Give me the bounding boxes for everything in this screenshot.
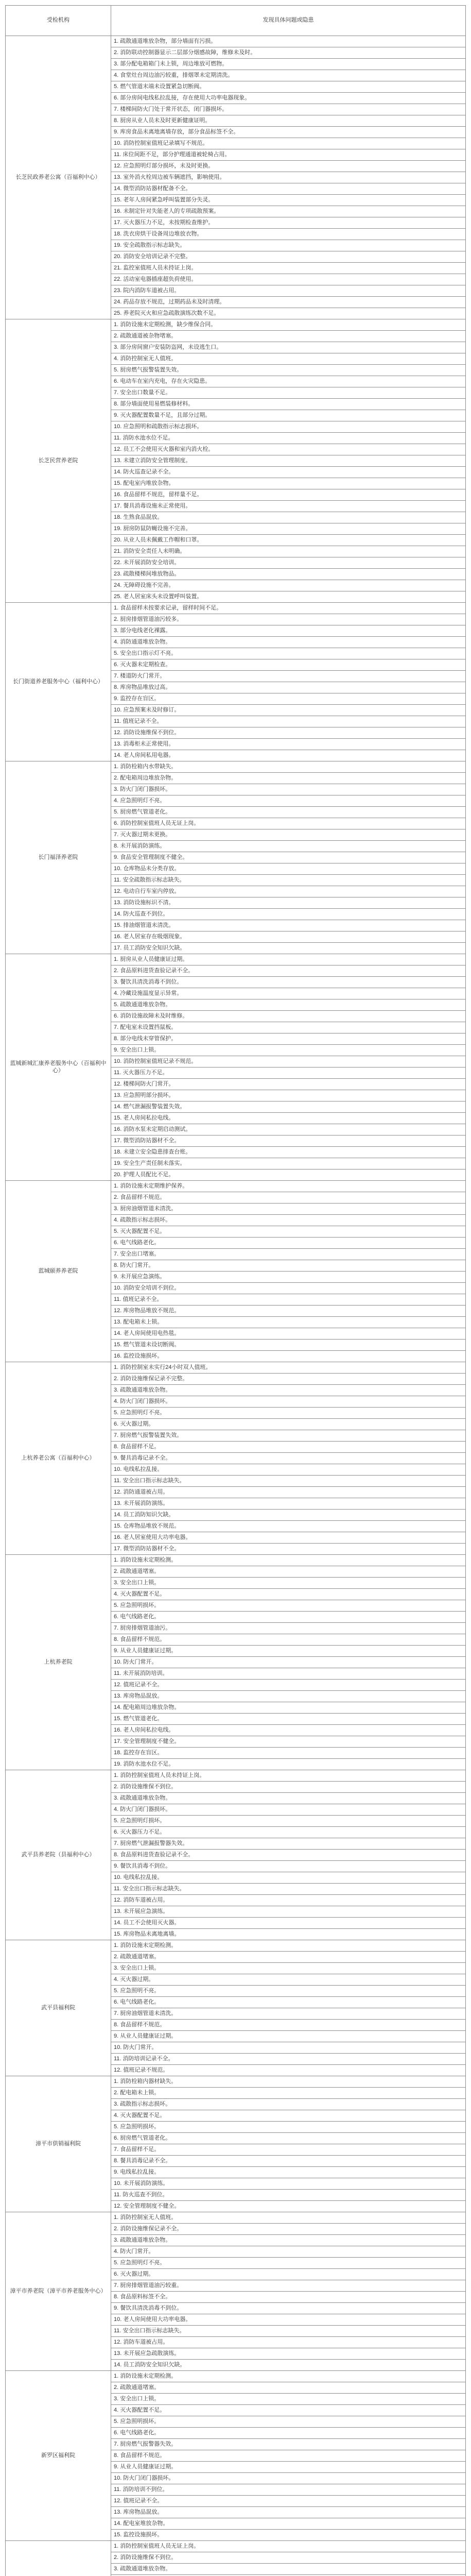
issue-item: 5. 应急照明灯不亮。 <box>111 2258 466 2269</box>
issue-item: 12. 消防车道被占用。 <box>111 2337 466 2348</box>
issue-item: 24. 药品存放不规范，过期药品未及时清理。 <box>111 297 466 308</box>
table-row <box>6 2371 466 2382</box>
issue-item: 12. 楼梯间防火门常开。 <box>111 1079 466 1090</box>
issue-item: 2. 配电箱周边堆放杂物。 <box>111 773 466 784</box>
issue-item: 4. 灭火器配置不足。 <box>111 1589 466 1600</box>
issue-item: 9. 灭火器配置数量不足，且部分过期。 <box>111 410 466 421</box>
issue-item: 18. 监控存在盲区。 <box>111 1748 466 1759</box>
issue-item: 7. 楼梯间防火门处于常开状态，闭门器损坏。 <box>111 104 466 115</box>
issue-item: 9. 从业人员健康证过期。 <box>111 1646 466 1657</box>
issue-item: 13. 未开展应急演练。 <box>111 1906 466 1918</box>
issue-item: 15. 仓库物品堆放不规范。 <box>111 1521 466 1532</box>
issue-item: 23. 疏散楼梯间堆放物品。 <box>111 569 466 580</box>
issue-item: 12. 电动自行车室内停放。 <box>111 886 466 897</box>
issue-item: 17. 员工消防安全知识欠缺。 <box>111 943 466 954</box>
inspected-unit-name: 武平县养老院（县福利中心） <box>6 1770 111 1940</box>
issue-item: 7. 厨房油烟管道未清洗。 <box>111 2008 466 2020</box>
issue-item: 9. 电线私拉乱接。 <box>111 2167 466 2178</box>
issue-item: 18. 洗衣房烘干设备周边堆放衣物。 <box>111 229 466 240</box>
issue-item: 15. 燃气管道未设切断阀。 <box>111 1340 466 1351</box>
issue-item: 8. 库房物品堆放过高。 <box>111 682 466 693</box>
issue-item: 19. 消防水池水位不足。 <box>111 1759 466 1770</box>
issue-item: 2. 消防联动控制器显示二层部分烟感故障，维修未及时。 <box>111 47 466 59</box>
issue-item: 4. 灭火器配置不足。 <box>111 2110 466 2122</box>
issue-item: 6. 电气线路老化。 <box>111 1238 466 1249</box>
issue-item: 7. 食品留样不足。 <box>111 2144 466 2156</box>
issue-item: 22. 活动室电器插座超负荷使用。 <box>111 274 466 285</box>
issue-item: 1. 消防设施未定期检测。 <box>111 2371 466 2382</box>
issue-item: 5. 灭火器配置不足。 <box>111 1226 466 1238</box>
issue-item: 2. 疏散通道堵塞。 <box>111 1566 466 1578</box>
issue-item: 12. 值班记录不全。 <box>111 2496 466 2507</box>
issue-item: 7. 灭火器过期未更换。 <box>111 829 466 841</box>
issue-item: 13. 未开展应急疏散演练。 <box>111 2348 466 2360</box>
issue-item: 9. 餐具消毒记录不全。 <box>111 1453 466 1464</box>
table-row <box>6 1770 466 1782</box>
issue-item: 13. 库房物品混放。 <box>111 2507 466 2518</box>
issue-item: 7. 配电室未设置挡鼠板。 <box>111 1022 466 1033</box>
issue-item: 10. 电线私拉乱接。 <box>111 1872 466 1884</box>
issue-item: 13. 消防设施标识不清。 <box>111 897 466 909</box>
issue-item: 17. 微型消防站器材不全。 <box>111 1136 466 1147</box>
issue-item: 8. 食品原料标签不全。 <box>111 2292 466 2303</box>
issue-item: 11. 床位间距不足，部分护理通道被轮椅占用。 <box>111 149 466 161</box>
issue-item: 10. 电线私拉乱接。 <box>111 1464 466 1476</box>
issue-item: 16. 监控设施损坏。 <box>111 1351 466 1362</box>
issue-item: 7. 厨房燃气报警器失效。 <box>111 2439 466 2450</box>
issue-item: 4. 灭火器过期。 <box>111 1974 466 1986</box>
issue-item: 6. 消防控制室值班人员无证上岗。 <box>111 818 466 829</box>
issue-item: 2. 消防设施维保不到位。 <box>111 1782 466 1793</box>
issue-item: 11. 安全出口指示标志缺失。 <box>111 1884 466 1895</box>
issue-item: 11. 消防水池水位不足。 <box>111 433 466 444</box>
issue-item: 16. 食品留样不规范，留样量不足。 <box>111 489 466 501</box>
table-row <box>6 2076 466 2088</box>
inspection-table <box>5 5 466 2576</box>
inspected-unit-name: 长门街道养老服务中心（福利中心） <box>6 603 111 761</box>
issue-item: 5. 应急照明灯不亮。 <box>111 1408 466 1419</box>
issue-item: 3. 部分配电箱箱门未上锁，周边堆放可燃物。 <box>111 59 466 70</box>
issue-item: 12. 库房物品堆放不规范。 <box>111 1306 466 1317</box>
issue-item: 18. 未建立安全隐患排查台账。 <box>111 1147 466 1158</box>
inspected-unit-name: 长芝民营养老院 <box>6 319 111 603</box>
issue-item: 14. 老人房间使用电热毯。 <box>111 1328 466 1340</box>
issue-item: 4. 消防控制室无人值班。 <box>111 353 466 365</box>
issue-item: 17. 微型消防站器材不全。 <box>111 1544 466 1555</box>
table-body <box>6 36 466 2576</box>
table-row <box>6 761 466 773</box>
issue-item: 4. 防火门闭门器损坏。 <box>111 1804 466 1816</box>
issue-item: 3. 餐饮具清洗消毒不到位。 <box>111 977 466 988</box>
issue-item: 20. 消防安全培训记录不完整。 <box>111 251 466 263</box>
table-row <box>6 2541 466 2552</box>
issue-item: 15. 库房物品未离地离墙。 <box>111 1929 466 1940</box>
issue-item: 8. 餐具消毒记录不全。 <box>111 2156 466 2167</box>
header-issues: 发现具体问题或隐患 <box>111 6 466 36</box>
issue-item: 20. 从业人员未佩戴工作帽和口罩。 <box>111 535 466 546</box>
issue-item: 9. 从业人员健康证过期。 <box>111 2462 466 2473</box>
issue-item: 19. 安全疏散指示标志缺失。 <box>111 240 466 251</box>
table-row <box>6 2212 466 2224</box>
issue-item: 3. 部分房间窗户安装防盗网，未设逃生口。 <box>111 342 466 353</box>
issue-item: 1. 消防设施未定期维护保养。 <box>111 1181 466 1192</box>
issue-item: 12. 员工不会使用灭火器和室内消火栓。 <box>111 444 466 455</box>
issue-item: 11. 消防培训不到位。 <box>111 2484 466 2496</box>
issue-item: 4. 防火门常开。 <box>111 2246 466 2258</box>
issue-item: 11. 灭火器压力不足。 <box>111 1067 466 1079</box>
issue-item: 2. 食品留样不规范。 <box>111 1192 466 1204</box>
issue-item: 1. 消防栓箱内水带缺失。 <box>111 761 466 773</box>
issue-item: 11. 安全出口指示标志缺失。 <box>111 2326 466 2337</box>
inspected-unit-name: 蓝城新城汇康养老服务中心（百福利中心） <box>6 954 111 1181</box>
issue-item: 2. 配电箱未上锁。 <box>111 2088 466 2099</box>
issue-item: 17. 安全管理制度不健全。 <box>111 1736 466 1748</box>
issue-item: 7. 楼道防火门常开。 <box>111 671 466 682</box>
issue-item: 11. 未开展消防培训。 <box>111 1668 466 1680</box>
issue-item: 5. 厨房燃气管道老化。 <box>111 807 466 818</box>
issue-item: 14. 防火巡查记录不全。 <box>111 467 466 478</box>
issue-item: 2. 食品原料进货查验记录不全。 <box>111 965 466 977</box>
issue-item: 4. 消防通道堆放杂物。 <box>111 637 466 648</box>
issue-item: 10. 消防安全培训不到位。 <box>111 1283 466 1294</box>
issue-item: 9. 安全出口上锁。 <box>111 1045 466 1056</box>
table-row <box>6 1181 466 1192</box>
issue-item: 15. 排油烟管道未清洗。 <box>111 920 466 931</box>
issue-item: 6. 电气线路老化。 <box>111 2428 466 2439</box>
issue-item: 7. 安全出口数量不足。 <box>111 387 466 399</box>
issue-item: 16. 消防水泵未定期启动测试。 <box>111 1124 466 1136</box>
issue-item: 15. 燃气管道老化。 <box>111 1714 466 1725</box>
issue-item: 13. 消毒柜未正常使用。 <box>111 739 466 750</box>
issue-item: 20. 护理人员配比不足。 <box>111 1170 466 1181</box>
issue-item: 22. 未开展消防安全培训。 <box>111 557 466 569</box>
issue-item: 16. 老人房间私拉电线。 <box>111 1725 466 1736</box>
issue-item: 2. 消防设施维保记录不全。 <box>111 2224 466 2235</box>
issue-item: 13. 未开展消防演练。 <box>111 1498 466 1510</box>
issue-item: 21. 监控室值班人员未持证上岗。 <box>111 263 466 274</box>
issue-item: 9. 库房食品未离地离墙存放，部分食品标签不全。 <box>111 127 466 138</box>
issue-item: 1. 消防设施未定期检测，缺少维保合同。 <box>111 319 466 331</box>
issue-item: 5. 应急照明不亮。 <box>111 1986 466 1997</box>
issue-item: 4. 应急照明灯不亮。 <box>111 795 466 807</box>
issue-item: 12. 消防设施维保不到位。 <box>111 727 466 739</box>
issue-item: 16. 老人居室存在吸烟现象。 <box>111 931 466 943</box>
issue-item: 6. 电动车在室内充电，存在火灾隐患。 <box>111 376 466 387</box>
inspected-unit-name: 新罗区福利院 <box>6 2371 111 2541</box>
issue-item: 3. 疏散通道堆放杂物。 <box>111 1385 466 1396</box>
issue-item: 15. 配电室内堆放杂物。 <box>111 478 466 489</box>
issue-item: 4. 疏散指示标志损坏。 <box>111 1215 466 1226</box>
issue-item: 5. 应急照明损坏。 <box>111 2416 466 2428</box>
issue-item: 16. 未制定针对失能老人的专项疏散预案。 <box>111 206 466 217</box>
issue-item: 5. 安全出口指示灯不亮。 <box>111 648 466 659</box>
issue-item: 2. 疏散通道堵塞。 <box>111 2382 466 2394</box>
issue-item: 8. 部分墙面使用易燃装修材料。 <box>111 399 466 410</box>
issue-item: 1. 消防控制室值班人员无证上岗。 <box>111 2541 466 2552</box>
table-row <box>6 36 466 47</box>
issue-item: 11. 值班记录不全。 <box>111 716 466 727</box>
issue-item: 10. 防火门常开。 <box>111 2042 466 2054</box>
issue-item: 13. 室外消火栓周边被车辆遮挡，影响使用。 <box>111 172 466 183</box>
issue-item: 11. 防火巡查不到位。 <box>111 2190 466 2201</box>
issue-item: 10. 仓库物品未分类存放。 <box>111 863 466 875</box>
issue-item: 5. 燃气管道末端未设置紧急切断阀。 <box>111 81 466 93</box>
issue-item: 6. 部分房间电线私拉乱接，存在使用大功率电器现象。 <box>111 93 466 104</box>
issue-item: 16. 老人居室使用大功率电器。 <box>111 1532 466 1544</box>
issue-item: 3. 厨房油烟管道未清洗。 <box>111 1204 466 1215</box>
issue-item: 3. 疏散通道堆放杂物。 <box>111 1793 466 1804</box>
issue-item: 3. 疏散通道堆放杂物。 <box>111 2564 466 2575</box>
header-unit: 受检机构 <box>6 6 111 36</box>
issue-item: 9. 从业人员健康证过期。 <box>111 2031 466 2042</box>
issue-item: 10. 应急照明和疏散指示标志损坏。 <box>111 421 466 433</box>
issue-item: 8. 防火门常开。 <box>111 1260 466 1272</box>
issue-item: 8. 未开展消防演练。 <box>111 841 466 852</box>
table-row <box>6 1940 466 1952</box>
issue-item: 25. 养老院灭火和应急疏散演练次数不足。 <box>111 308 466 319</box>
issue-item: 23. 院内消防车道被占用。 <box>111 285 466 297</box>
issue-item: 10. 应急预案未及时修订。 <box>111 705 466 716</box>
issue-item: 9. 餐饮具消毒不到位。 <box>111 1861 466 1872</box>
issue-item: 5. 应急照明灯损坏。 <box>111 1816 466 1827</box>
table-row <box>6 954 466 965</box>
table-row <box>6 1555 466 1566</box>
table-row <box>6 319 466 331</box>
issue-item: 14. 员工消防知识欠缺。 <box>111 1510 466 1521</box>
issue-item: 3. 防火门闭门器损坏。 <box>111 784 466 795</box>
issue-item: 1. 疏散通道堆放杂物，部分墙面有污损。 <box>111 36 466 47</box>
issue-item: 14. 员工消防安全知识欠缺。 <box>111 2360 466 2371</box>
issue-item: 1. 食品留样未按要求记录，留样时间不足。 <box>111 603 466 614</box>
issue-item: 1. 消防控制室无人值班。 <box>111 2212 466 2224</box>
issue-item: 3. 安全出口上锁。 <box>111 1963 466 1974</box>
issue-item: 6. 消防设施故障未及时维修。 <box>111 1011 466 1022</box>
issue-item: 15. 老年人房间紧急呼叫装置部分失灵。 <box>111 195 466 206</box>
issue-item: 14. 微型消防站器材配备不全。 <box>111 183 466 195</box>
issue-item: 6. 灭火器过期。 <box>111 1419 466 1430</box>
issue-item: 14. 老人房间私用电器。 <box>111 750 466 761</box>
issue-item: 14. 配电箱周边堆放杂物。 <box>111 1702 466 1714</box>
issue-item: 10. 消防控制室值班记录填写不规范。 <box>111 138 466 149</box>
issue-item: 12. 应急照明灯部分损坏，未及时更换。 <box>111 161 466 172</box>
table-header-row <box>6 6 466 36</box>
issue-item: 18. 生熟食品混放。 <box>111 512 466 523</box>
issue-item: 4. 灭火器配置不足。 <box>111 2405 466 2416</box>
issue-item: 6. 电气线路老化。 <box>111 1612 466 1623</box>
issue-item: 3. 安全出口上锁。 <box>111 2394 466 2405</box>
inspected-unit-name: 上杭养老院 <box>6 1555 111 1770</box>
issue-item: 7. 厨房排烟管道油污较重。 <box>111 2280 466 2292</box>
inspection-sheet <box>5 5 466 2576</box>
issue-item: 13. 未建立消防安全管理制度。 <box>111 455 466 467</box>
issue-item: 15. 老人房间私拉电线。 <box>111 1113 466 1124</box>
issue-item: 5. 应急照明损坏。 <box>111 2122 466 2133</box>
issue-item: 2. 消防设施维保不到位。 <box>111 2552 466 2564</box>
issue-item: 8. 食品留样不规范。 <box>111 2450 466 2462</box>
issue-item: 6. 灭火器过期。 <box>111 2269 466 2280</box>
issue-item: 14. 燃气泄漏报警装置失效。 <box>111 1101 466 1113</box>
issue-item: 9. 监控存在盲区。 <box>111 693 466 705</box>
issue-item: 13. 库房物品混放。 <box>111 1691 466 1702</box>
inspected-unit-name: 漳平市养老院（漳平市养老服务中心） <box>6 2212 111 2371</box>
issue-item: 12. 安全管理制度不健全。 <box>111 2201 466 2212</box>
issue-item: 25. 老人居室床头未设置呼叫装置。 <box>111 591 466 603</box>
issue-item: 6. 灭火器未定期检查。 <box>111 659 466 671</box>
issue-item: 24. 无障碍设施不完善。 <box>111 580 466 591</box>
issue-item: 8. 厨房从业人员未及时更新健康证明。 <box>111 115 466 127</box>
issue-item: 10. 防火门闭门器损坏。 <box>111 2473 466 2484</box>
issue-item: 10. 老人房间使用大功率电器。 <box>111 2314 466 2326</box>
issue-item: 2. 厨房排烟管道油污较多。 <box>111 614 466 625</box>
issue-item: 2. 消防设施维保记录不完整。 <box>111 1374 466 1385</box>
issue-item: 9. 餐饮具清洗消毒不到位。 <box>111 2303 466 2314</box>
issue-item: 4. 食堂灶台周边油污较重，排烟罩未定期清洗。 <box>111 70 466 81</box>
issue-item: 6. 灭火器压力不足。 <box>111 1827 466 1838</box>
issue-item: 5. 应急照明损坏。 <box>111 1600 466 1612</box>
issue-item: 4. 防火门闭门器损坏。 <box>111 1396 466 1408</box>
issue-item: 21. 消防安全责任人未明确。 <box>111 546 466 557</box>
issue-item: 2. 疏散通道被杂物堵塞。 <box>111 331 466 342</box>
issue-item: 7. 厨房燃气泄漏报警器失效。 <box>111 1838 466 1850</box>
issue-item: 12. 值班记录不全。 <box>111 1680 466 1691</box>
issue-item: 17. 餐具消毒设施未正常使用。 <box>111 501 466 512</box>
inspected-unit-name: 漳平市供销福利院 <box>6 2076 111 2212</box>
inspected-unit-name: 长门福泽养老院 <box>6 761 111 954</box>
issue-item: 17. 灭火器压力不足，未按期检查维护。 <box>111 217 466 229</box>
issue-item: 8. 食品留样不足。 <box>111 1442 466 1453</box>
issue-item: 9. 食品安全管理制度不健全。 <box>111 852 466 863</box>
issue-item: 14. 配电室堆放杂物。 <box>111 2518 466 2530</box>
inspected-unit-name: 武平县福利院 <box>6 1940 111 2076</box>
inspected-unit-name <box>6 2541 111 2576</box>
issue-item: 1. 消防设施未定期检测。 <box>111 1555 466 1566</box>
issue-item: 11. 安全疏散指示标志缺失。 <box>111 875 466 886</box>
issue-item: 6. 电气线路老化。 <box>111 1997 466 2008</box>
table-row <box>6 603 466 614</box>
issue-item: 1. 消防设施未定期检测。 <box>111 1940 466 1952</box>
issue-item: 3. 安全出口上锁。 <box>111 1578 466 1589</box>
issue-item: 12. 消防通道被占用。 <box>111 1487 466 1498</box>
issue-item: 11. 消防培训记录不全。 <box>111 2054 466 2065</box>
issue-item: 2. 疏散通道堵塞。 <box>111 1952 466 1963</box>
issue-item: 12. 消防车道被占用。 <box>111 1895 466 1906</box>
inspected-unit-name: 长芝民政养老公寓（百福利中心） <box>6 36 111 319</box>
issue-item: 19. 厨房防鼠防蝇设施不完善。 <box>111 523 466 535</box>
issue-item: 10. 未开展消防演练。 <box>111 2178 466 2190</box>
issue-item: 11. 安全出口指示标志缺失。 <box>111 1476 466 1487</box>
issue-item: 8. 食品留样不规范。 <box>111 2020 466 2031</box>
issue-item: 3. 疏散指示标志损坏。 <box>111 2099 466 2110</box>
issue-item: 1. 消防栓箱内器材缺失。 <box>111 2076 466 2088</box>
inspected-unit-name: 蓝城颐养养老院 <box>6 1181 111 1362</box>
issue-item: 1. 厨房从业人员健康证过期。 <box>111 954 466 965</box>
issue-item: 11. 值班记录不全。 <box>111 1294 466 1306</box>
issue-item: 8. 部分电线未穿管保护。 <box>111 1033 466 1045</box>
table-row <box>6 1362 466 1374</box>
issue-item: 13. 配电箱未上锁。 <box>111 1317 466 1328</box>
issue-item: 8. 食品原料进货查验记录不全。 <box>111 1850 466 1861</box>
issue-item: 19. 安全生产责任制未落实。 <box>111 1158 466 1170</box>
issue-item: 3. 部分电线老化裸露。 <box>111 625 466 637</box>
issue-item: 7. 厨房排烟管道油污。 <box>111 1623 466 1634</box>
issue-item: 5. 疏散通道堆放杂物。 <box>111 999 466 1011</box>
issue-item: 14. 防火巡查不到位。 <box>111 909 466 920</box>
issue-item: 12. 值班记录不规范。 <box>111 2065 466 2076</box>
issue-item: 10. 防火门常开。 <box>111 1657 466 1668</box>
issue-item: 13. 应急照明部分损坏。 <box>111 1090 466 1101</box>
issue-item: 8. 食品留样不规范。 <box>111 1634 466 1646</box>
issue-item: 1. 消防控制室值班人员未持证上岗。 <box>111 1770 466 1782</box>
issue-item: 5. 厨房燃气报警装置失效。 <box>111 365 466 376</box>
issue-item: 6. 厨房燃气管道老化。 <box>111 2133 466 2144</box>
issue-item: 1. 消防控制室未实行24小时双人值班。 <box>111 1362 466 1374</box>
issue-item: 9. 未开展应急演练。 <box>111 1272 466 1283</box>
issue-item: 7. 厨房燃气报警装置失效。 <box>111 1430 466 1442</box>
issue-item: 10. 消防控制室值班记录不规范。 <box>111 1056 466 1067</box>
issue-item: 4. 冷藏设施温度显示异常。 <box>111 988 466 999</box>
issue-item: 7. 安全出口堵塞。 <box>111 1249 466 1260</box>
issue-item: 15. 监控设施损坏。 <box>111 2530 466 2541</box>
issue-item: 14. 员工不会使用灭火器。 <box>111 1918 466 1929</box>
issue-item: 3. 疏散通道堆放杂物。 <box>111 2235 466 2246</box>
inspected-unit-name: 上杭养老公寓（百福利中心） <box>6 1362 111 1555</box>
